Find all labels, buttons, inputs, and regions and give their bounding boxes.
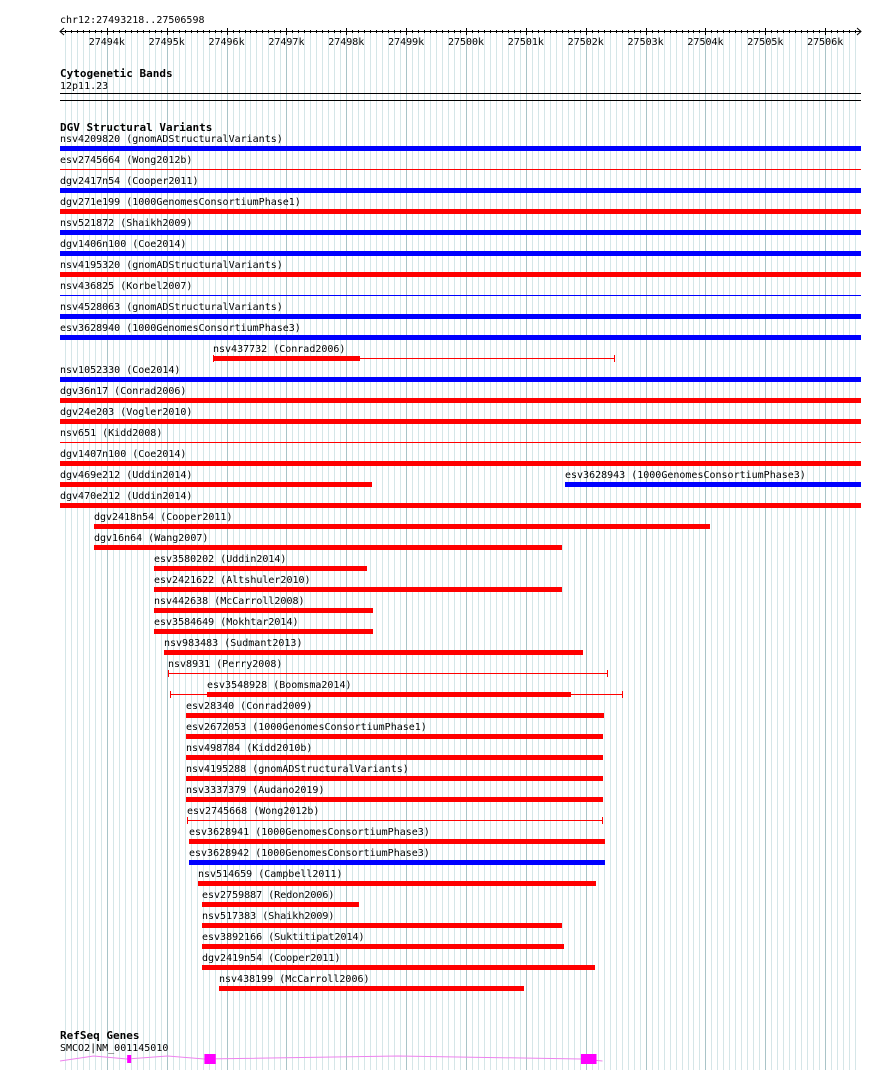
variant-label[interactable]: dgv271e199 (1000GenomesConsortiumPhase1) — [60, 197, 301, 208]
ruler-tick-label: 27498k — [328, 37, 365, 48]
ruler-tick-label: 27500k — [447, 37, 485, 48]
variant-label[interactable]: nsv8931 (Perry2008) — [168, 659, 283, 670]
variant-label[interactable]: esv3892166 (Suktitipat2014) — [202, 932, 365, 943]
variant-label[interactable]: nsv438199 (McCarroll2006) — [219, 974, 370, 985]
gene-intron-line — [60, 1056, 603, 1061]
refseq-track-title[interactable]: RefSeq Genes — [60, 1029, 140, 1042]
location-label: chr12:27493218..27506598 — [60, 15, 205, 26]
ruler-tick-label: 27499k — [388, 37, 425, 48]
variant-label[interactable]: esv3548928 (Boomsma2014) — [207, 680, 352, 691]
gene-exon[interactable] — [127, 1055, 131, 1063]
variant-label[interactable]: nsv498784 (Kidd2010b) — [186, 743, 313, 754]
variant-label[interactable]: nsv437732 (Conrad2006) — [213, 344, 346, 355]
variant-label[interactable]: dgv469e212 (Uddin2014) — [60, 470, 193, 481]
gene-exon[interactable] — [581, 1054, 597, 1064]
ruler-tick-label: 27497k — [268, 37, 305, 48]
cytoband-track-title[interactable]: Cytogenetic Bands — [60, 67, 173, 80]
variant-label[interactable]: nsv4195288 (gnomADStructuralVariants) — [186, 764, 409, 775]
variant-label[interactable]: nsv517383 (Shaikh2009) — [202, 911, 335, 922]
ruler-tick-label: 27496k — [208, 37, 245, 48]
variant-label[interactable]: nsv3337379 (Audano2019) — [186, 785, 325, 796]
variant-label[interactable]: nsv442638 (McCarroll2008) — [154, 596, 305, 607]
variant-label[interactable]: dgv36n17 (Conrad2006) — [60, 386, 187, 397]
variant-label[interactable]: esv3628940 (1000GenomesConsortiumPhase3) — [60, 323, 301, 334]
ruler-tick-label: 27504k — [687, 37, 724, 48]
variant-label[interactable]: esv2672053 (1000GenomesConsortiumPhase1) — [186, 722, 427, 733]
variant-label[interactable]: esv28340 (Conrad2009) — [186, 701, 313, 712]
variant-label[interactable]: esv2745664 (Wong2012b) — [60, 155, 193, 166]
variant-label[interactable]: dgv16n64 (Wang2007) — [94, 533, 209, 544]
variant-label[interactable]: dgv470e212 (Uddin2014) — [60, 491, 193, 502]
variant-label[interactable]: dgv2418n54 (Cooper2011) — [94, 512, 233, 523]
variant-label[interactable]: nsv4195320 (gnomADStructuralVariants) — [60, 260, 283, 271]
variant-label[interactable]: esv3628941 (1000GenomesConsortiumPhase3) — [189, 827, 430, 838]
variant-label[interactable]: esv2745668 (Wong2012b) — [187, 806, 320, 817]
ruler-tick-label: 27502k — [567, 37, 604, 48]
variant-label[interactable]: nsv651 (Kidd2008) — [60, 428, 163, 439]
variant-label[interactable]: nsv4209820 (gnomADStructuralVariants) — [60, 134, 283, 145]
cytoband-label[interactable]: 12p11.23 — [60, 81, 109, 92]
variant-label[interactable]: dgv2419n54 (Cooper2011) — [202, 953, 341, 964]
variant-label[interactable]: esv3584649 (Mokhtar2014) — [154, 617, 299, 628]
variant-label[interactable]: dgv2417n54 (Cooper2011) — [60, 176, 199, 187]
variant-label[interactable]: esv2759887 (Redon2006) — [202, 890, 335, 901]
ruler-tick-label: 27503k — [627, 37, 664, 48]
ruler-tick-label: 27501k — [507, 37, 544, 48]
variant-label[interactable]: nsv4528063 (gnomADStructuralVariants) — [60, 302, 283, 313]
variant-label[interactable]: esv3628942 (1000GenomesConsortiumPhase3) — [189, 848, 430, 859]
variant-label[interactable]: nsv514659 (Campbell2011) — [198, 869, 343, 880]
variant-label[interactable]: nsv521872 (Shaikh2009) — [60, 218, 193, 229]
ruler-tick-label: 27505k — [747, 37, 784, 48]
variant-label[interactable]: nsv436825 (Korbel2007) — [60, 281, 193, 292]
variant-label[interactable]: esv3580202 (Uddin2014) — [154, 554, 287, 565]
variant-label[interactable]: dgv1407n100 (Coe2014) — [60, 449, 187, 460]
variant-label[interactable]: esv2421622 (Altshuler2010) — [154, 575, 311, 586]
gene-exon[interactable] — [204, 1054, 215, 1064]
variant-label[interactable]: nsv983483 (Sudmant2013) — [164, 638, 303, 649]
ruler-tick-label: 27494k — [88, 37, 125, 48]
ruler-tick-label: 27495k — [148, 37, 185, 48]
variant-label[interactable]: nsv1052330 (Coe2014) — [60, 365, 181, 376]
variant-label[interactable]: dgv1406n100 (Coe2014) — [60, 239, 187, 250]
dgv-track-title[interactable]: DGV Structural Variants — [60, 121, 213, 134]
gene-label[interactable]: SMCO2|NM_001145010 — [60, 1043, 169, 1054]
ruler-tick-label: 27506k — [807, 37, 844, 48]
variant-label[interactable]: dgv24e203 (Vogler2010) — [60, 407, 193, 418]
variant-label[interactable]: esv3628943 (1000GenomesConsortiumPhase3) — [565, 470, 806, 481]
